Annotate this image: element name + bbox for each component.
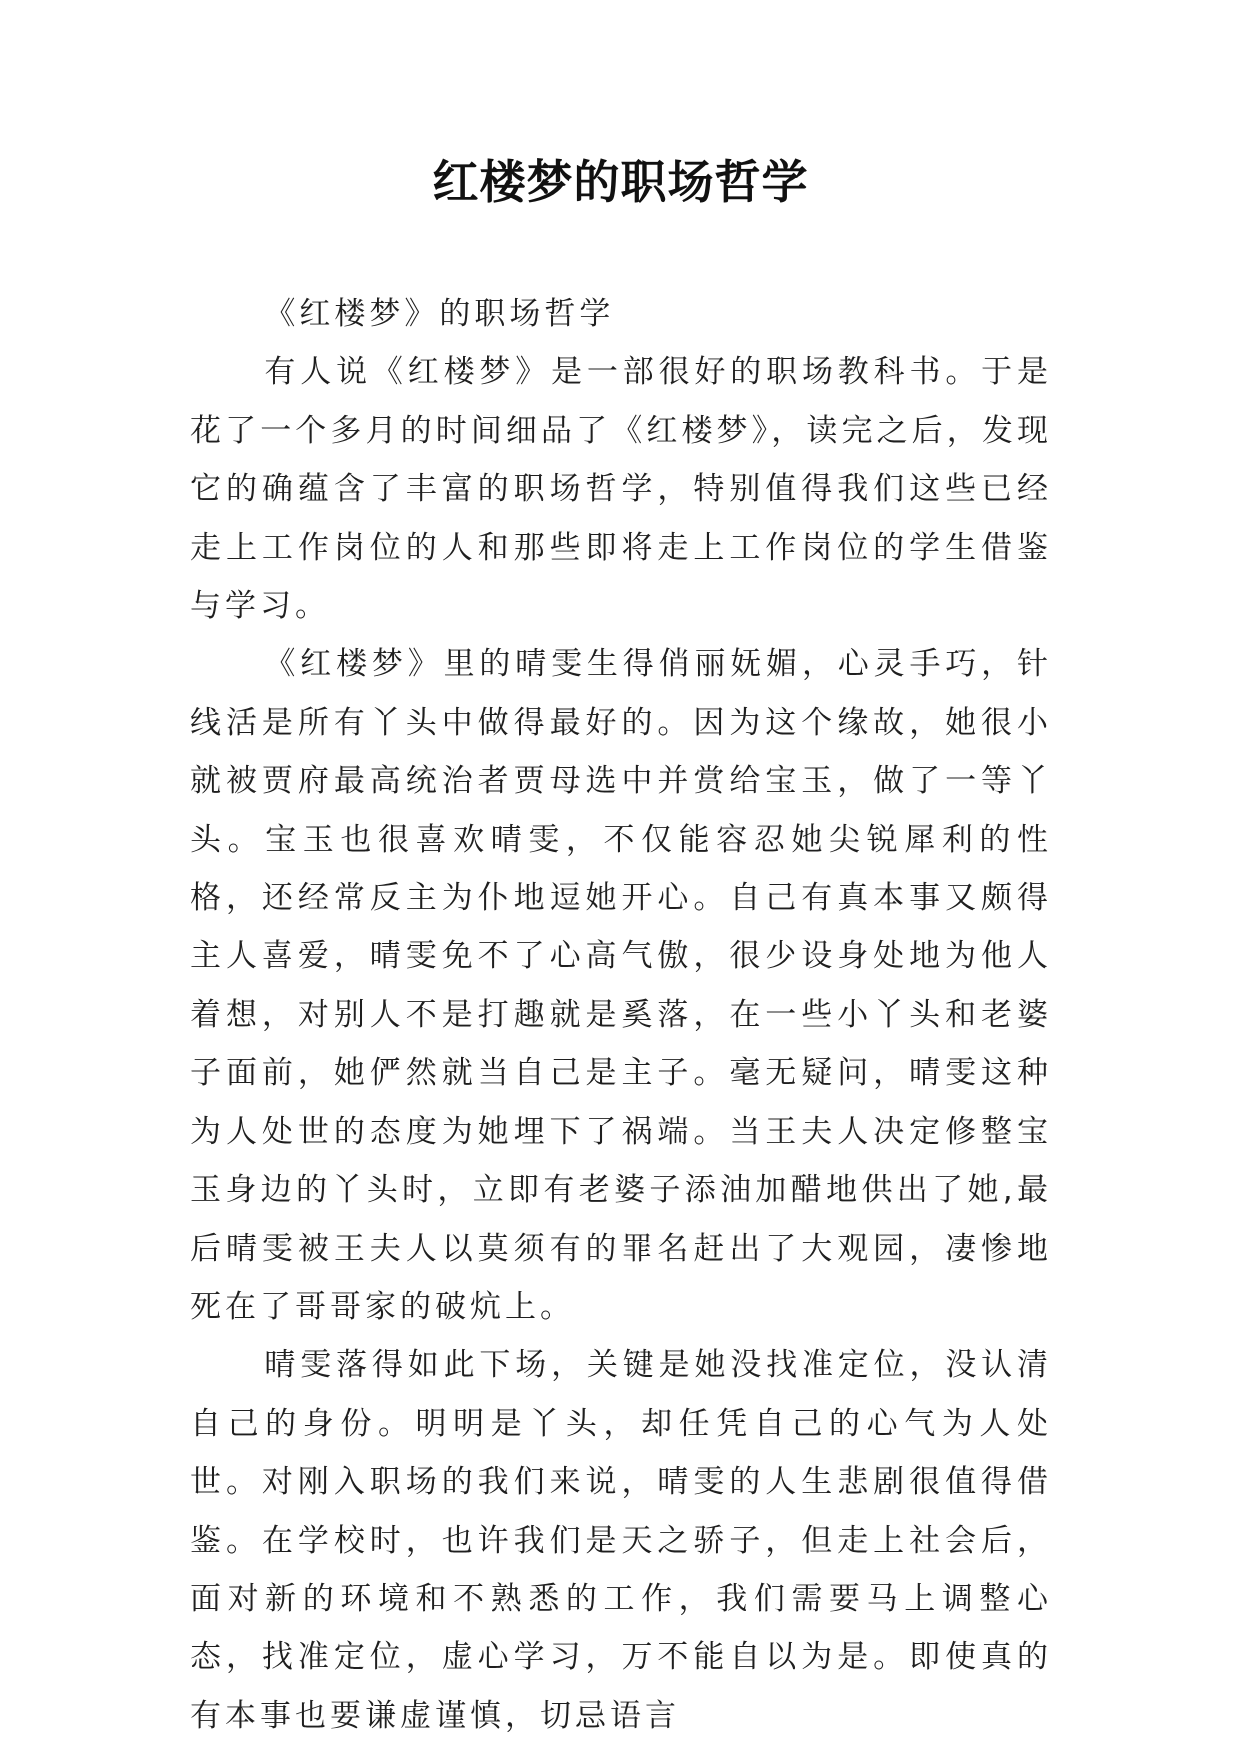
- document-body: [190, 285, 1052, 1745]
- paragraph-intro: 有人说《红楼梦》是一部很好的职场教科书。于是花了一个多月的时间细品了《红楼梦》，读完之后，发现它的确蕴含了丰富的职场哲学，特别值得我们这些已经走上工作岗位的人和那些即将走上工作岗位的学生借鉴与学习。: [190, 354, 1052, 625]
- paragraph-lesson: 晴雯落得如此下场，关键是她没找准定位，没认清自己的身份。明明是丫头，却任凭自己的心气为人处世。对刚入职场的我们来说，晴雯的人生悲剧很值得借鉴。在学校时，也许我们是天之骄子，但走上社会后，面对新的环境和不熟悉的工作，我们需要马上调整心态，找准定位，虚心学习，万不能自以为是。即使真的有本事也要谦虚谨慎，切忌语言: [190, 1347, 1052, 1734]
- paragraph-qingwen-story: 《红楼梦》里的晴雯生得俏丽妩媚，心灵手巧，针线活是所有丫头中做得最好的。因为这个缘故，她很小就被贾府最高统治者贾母选中并赏给宝玉，做了一等丫头。宝玉也很喜欢晴雯，不仅能容忍她尖锐犀利的性格，还经常反主为仆地逗她开心。自己有真本事又颇得主人喜爱，晴雯免不了心高气傲，很少设身处地为他人着想，对别人不是打趣就是奚落，在一些小丫头和老婆子面前，她俨然就当自己是主子。毫无疑问，晴雯这种为人处世的态度为她埋下了祸端。当王夫人决定修整宝玉身边的丫头时，立即有老婆子添油加醋地供出了她,最后晴雯被王夫人以莫须有的罪名赶出了大观园，凄惨地死在了哥哥家的破炕上。: [190, 646, 1052, 1325]
- document-title: 红楼梦的职场哲学: [432, 155, 809, 209]
- document-subtitle: 《红楼梦》的职场哲学: [264, 296, 615, 332]
